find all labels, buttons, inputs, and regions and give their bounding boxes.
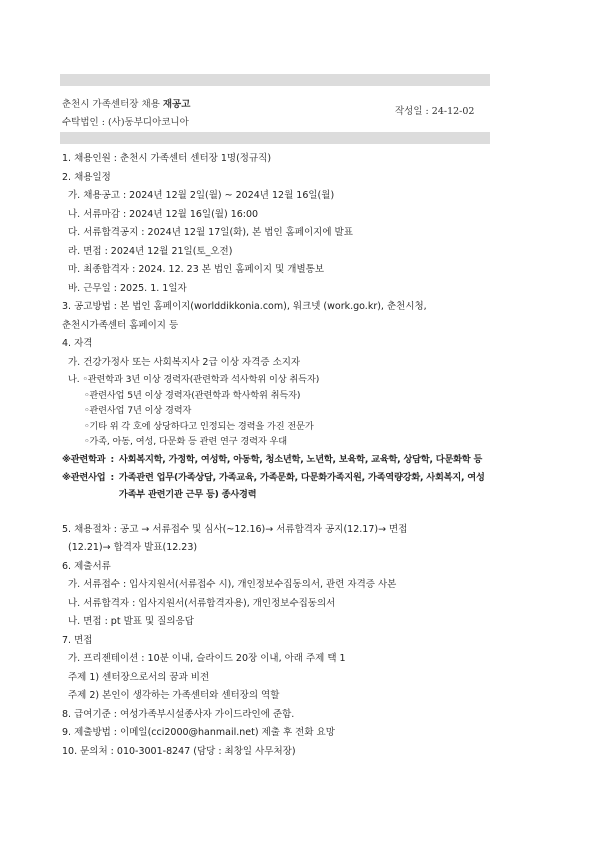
qualification-sub-item: ◦관련사업 7년 이상 경력자 [84, 405, 192, 416]
section-3-line-2: 춘천시가족센터 홈페이지 등 [62, 319, 179, 331]
qualification-item-ga: 가. 건강가정사 또는 사회복지사 2급 이상 자격증 소지자 [68, 356, 301, 368]
qualification-sub-item: ◦관련사업 5년 이상 경력자(관련학과 학사학위 취득자) [84, 389, 301, 401]
section-5-line-2: (12.21)→ 합격자 발표(12.23) [68, 542, 198, 553]
qualification-item-na: 나. ◦관련학과 3년 이상 경력자(관련학과 석사학위 이상 취득자) [68, 374, 320, 385]
header-bottom-bar [60, 132, 490, 144]
schedule-item: 다. 서류합격공지 : 2024년 12월 17일(화), 본 법인 홈페이지에 발표 [68, 227, 353, 238]
related-majors-note [62, 451, 492, 468]
qualification-sub-item: ◦가족, 아동, 여성, 다문화 등 관련 연구 경력자 우대 [84, 436, 288, 447]
document-item: 가. 서류접수 : 입사지원서(서류접수 시), 개인정보수집동의서, 관련 자격증 사본 [68, 579, 397, 590]
interview-topic: 주제 2) 본인이 생각하는 가족센터와 센터장의 역할 [68, 690, 280, 701]
document-title-main: 춘천시 가족센터장 채용 [62, 99, 160, 110]
schedule-item: 나. 서류마감 : 2024년 12월 16일(월) 16:00 [68, 208, 259, 220]
document-item: 나. 면접 : pt 발표 및 질의응답 [68, 616, 194, 627]
document-item: 나. 서류합격자 : 입사지원서(서류합격자용), 개인정보수집동의서 [68, 597, 336, 609]
note-separator: : [110, 453, 114, 465]
related-work-note [62, 469, 492, 503]
interview-topic: 주제 1) 센터장으로서의 꿈과 비전 [68, 671, 210, 683]
section-7-title: 7. 면접 [62, 634, 93, 646]
document-title [62, 96, 190, 110]
document-title-emphasis: 재공고 [162, 99, 191, 110]
schedule-item: 가. 채용공고 : 2024년 12월 2일(월) ~ 2024년 12월 16일(월) [68, 190, 335, 201]
section-2-title: 2. 채용일정 [62, 171, 111, 183]
interview-item: 가. 프리젠테이션 : 10분 이내, 슬라이드 20장 이내, 아래 주제 택 1 [68, 653, 346, 664]
related-work-text: 가족관련 업무(가족상담, 가족교육, 가족문화, 다문화가족지원, 가족역량강화, 사회복지, 여성가족부 관련기관 근무 등) 종사경력 [118, 471, 485, 500]
section-9-submission: 9. 제출방법 : 이메일(cci2000@hanmail.net) 제출 후 전화 요망 [62, 727, 335, 738]
section-3-line-1: 3. 공고방법 : 본 법인 홈페이지(worlddikkonia.com), 워크넷 (work.go.kr), 춘천시청, [62, 301, 427, 312]
section-1-headcount: 1. 채용인원 : 춘천시 가족센터 센터장 1명(정규직) [62, 153, 272, 164]
related-majors-label: ※관련학과 [62, 453, 106, 465]
section-4-title: 4. 자격 [62, 338, 93, 349]
note-separator: : [110, 471, 114, 483]
document-body [62, 150, 492, 761]
section-10-contact: 10. 문의처 : 010-3001-8247 (담당 : 최창일 사무처장) [62, 745, 296, 757]
schedule-item: 마. 최종합격자 : 2024. 12. 23 본 법인 홈페이지 및 개별통보 [68, 264, 324, 275]
related-work-label: ※관련사업 [62, 471, 106, 483]
section-6-title: 6. 제출서류 [62, 560, 111, 572]
qualification-sub-item: ◦기타 위 각 호에 상당하다고 인정되는 경력을 가진 전문가 [84, 420, 314, 432]
section-5-line-1: 5. 채용절차 : 공고 → 서류접수 및 심사(~12.16)→ 서류합격자 공지(12.17)→ 면접 [62, 523, 408, 535]
section-8-salary: 8. 급여기준 : 여성가족부시설종사자 가이드라인에 준함. [62, 708, 295, 720]
date-line: 작성일 : 24-12-02 [395, 106, 475, 117]
organization-line: 수탁법인 : (사)동부디아코니아 [62, 117, 189, 128]
schedule-item: 라. 면접 : 2024년 12월 21일(토_오전) [68, 245, 233, 257]
spacer [62, 503, 492, 521]
related-majors-text: 사회복지학, 가정학, 여성학, 아동학, 청소년학, 노년학, 보육학, 교육학, 상담학, 다문화학 등 [118, 453, 483, 465]
schedule-item: 바. 근무일 : 2025. 1. 1일자 [68, 282, 187, 294]
header-top-bar [60, 74, 490, 86]
